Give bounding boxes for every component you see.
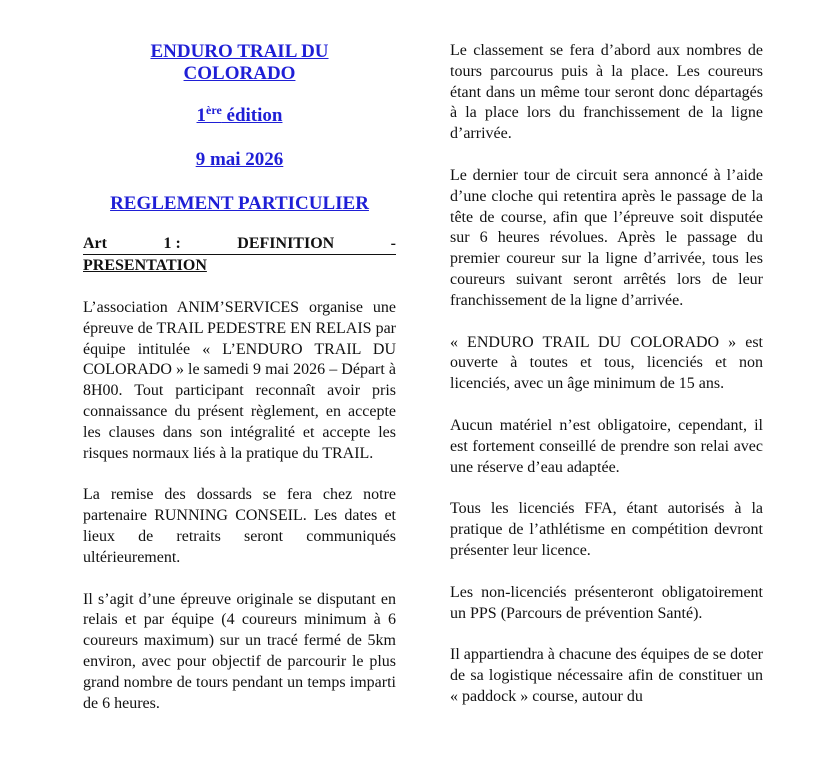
edition-word: édition (221, 105, 283, 126)
paragraph: Les non-licenciés présenteront obligatoirement un PPS (Parcours de prévention Santé). (450, 583, 763, 622)
article-word: Art (83, 235, 107, 252)
article-heading (83, 233, 396, 276)
paragraph: Le dernier tour de circuit sera annoncé à l’aide d’une cloche qui retentira après le passage de la tête de course, afin que l’épreuve soit disputée sur 6 heures révolues. Après le passage du premier coureur sur la ligne d’arrivée, tous les coureurs suivant seront arrêtés lors de leur franchissement de la ligne d’arrivée. (450, 166, 763, 309)
paragraph: « ENDURO TRAIL DU COLORADO » est ouverte à toutes et tous, licenciés et non licenciés, avec un âge minimum de 15 ans. (450, 333, 763, 393)
paragraph: Tous les licenciés FFA, étant autorisés à la pratique de l’athlétisme en compétition devront présenter leur licence. (450, 500, 763, 559)
paragraph: Le classement se fera d’abord aux nombres de tours parcourus puis à la place. Les coureurs étant dans un même tour seront donc départagés à la place lors du franchissement de la ligne d’arrivée. (450, 42, 763, 143)
paragraph: Aucun matériel n’est obligatoire, cependant, il est fortement conseillé de prendre son relai avec une réserve d’eau adaptée. (450, 416, 763, 476)
article-title-word: DEFINITION (237, 235, 335, 252)
edition-superscript: ère (206, 103, 222, 117)
event-title-line2: COLORADO (183, 63, 296, 84)
paragraph: La remise des dossards se fera chez notre partenaire RUNNING CONSEIL. Les dates et lieux de retraits seront communiqués ultérieurement. (83, 486, 396, 566)
event-date: 9 mai 2026 (195, 149, 284, 170)
event-title-line1: ENDURO TRAIL DU (150, 41, 329, 62)
edition-number: 1 (196, 105, 207, 126)
paragraph: Il s’agit d’une épreuve originale se disputant en relais et par équipe (4 coureurs minimum à 6 coureurs maximum) sur un tracé fermé de 5km environ, avec pour objectif de parcourir le plus grand nombre de tours pendant un temps imparti de 6 heures. (83, 590, 396, 712)
article-number: 1 : (163, 235, 181, 252)
right-column (450, 0, 763, 708)
paragraph: Il appartiendra à chacune des équipes de se doter de sa logistique nécessaire afin de constituer un « paddock » course, autour du (450, 646, 763, 705)
edition-heading (83, 105, 396, 127)
article-dash: - (390, 235, 396, 252)
article-title-line2: PRESENTATION (83, 257, 207, 274)
event-title (83, 41, 396, 85)
left-column (83, 0, 396, 714)
document-subtitle: REGLEMENT PARTICULIER (110, 193, 369, 214)
paragraph: L’association ANIM’SERVICES organise une épreuve de TRAIL PEDESTRE EN RELAIS par équipe intitulée « L’ENDURO TRAIL DU COLORADO » le samedi 9 mai 2026 – Départ à 8H00. Tout participant reconnaît avoir pris connaissance du présent règlement, en accepte les clauses dans son intégralité et accepte les risques normaux liés à la pratique du TRAIL. (83, 299, 396, 462)
